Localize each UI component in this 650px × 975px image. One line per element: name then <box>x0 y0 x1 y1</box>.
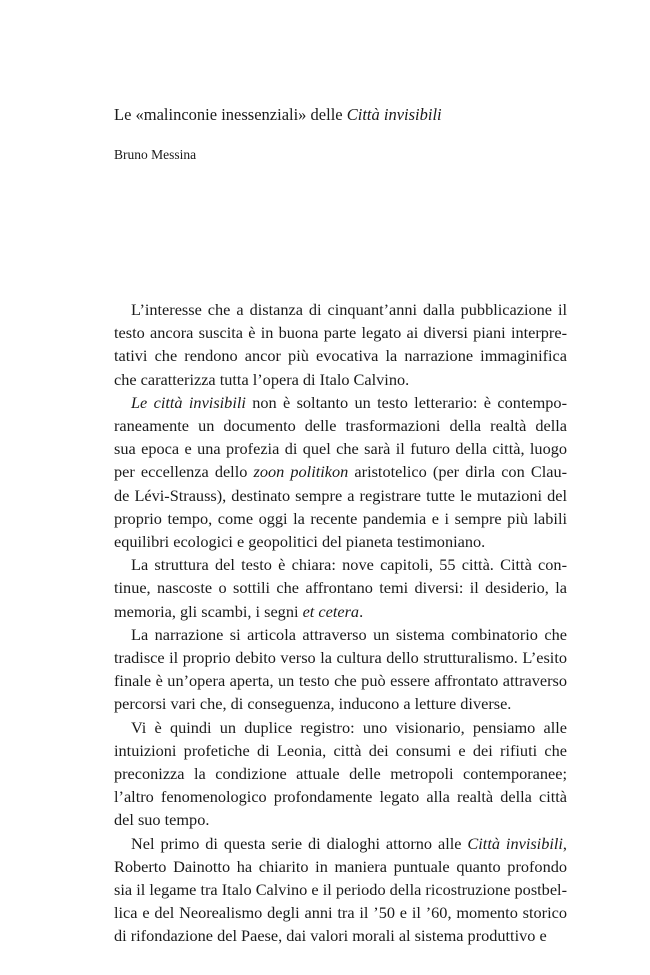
text-line <box>114 298 567 321</box>
text-span: non è soltanto un testo letterario: è contempo- <box>245 392 567 412</box>
text-line <box>114 808 567 831</box>
text-line <box>114 785 567 808</box>
text-span: sia il legame tra Italo Calvino e il periodo della ricostruzione postbel- <box>114 880 567 900</box>
text-span: di rifondazione del Paese, dai valori morali al sistema produttivo e <box>114 926 547 946</box>
text-span: aristotelico (per dirla con Clau- <box>348 462 568 482</box>
text-line <box>114 321 567 344</box>
text-span: raneamente un documento delle trasformazioni della realtà della <box>114 416 567 436</box>
text-span: Roberto Dainotto ha chiarito in maniera puntuale quanto profondo <box>114 856 567 876</box>
text-span: percorsi vari che, di conseguenza, inducono a letture diverse. <box>114 694 512 714</box>
text-line <box>114 484 567 507</box>
text-span: lica e del Neorealismo degli anni tra il ’50 e il ’60, momento storico <box>114 903 567 923</box>
text-line <box>114 507 567 530</box>
text-span: tativi che rendono ancor più evocativa la narrazione immaginifica <box>114 346 567 366</box>
text-line <box>114 855 567 878</box>
text-line <box>114 460 567 483</box>
text-span: La struttura del testo è chiara: nove capitoli, 55 città. Città con- <box>131 555 567 575</box>
text-span: che caratterizza tutta l’opera di Italo Calvino. <box>114 369 410 389</box>
text-span: . <box>359 601 364 621</box>
text-span: finale è un’opera aperta, un testo che può essere affrontato attraverso <box>114 671 567 691</box>
paragraph <box>114 716 567 832</box>
text-span: Vi è quindi un duplice registro: uno visionario, pensiamo alle <box>131 717 567 737</box>
paragraph <box>114 391 567 553</box>
text-span: Nel primo di questa serie di dialoghi attorno alle <box>131 833 468 853</box>
text-line <box>114 832 567 855</box>
text-span: , <box>562 833 567 853</box>
paragraph <box>114 832 567 948</box>
text-line <box>114 669 567 692</box>
text-line <box>114 646 567 669</box>
text-span: tinue, nascoste o sottili che affrontano temi diversi: il desiderio, la <box>114 578 567 598</box>
text-line <box>114 878 567 901</box>
text-line <box>114 414 567 437</box>
text-span: del suo tempo. <box>114 810 210 830</box>
text-span: tradisce il proprio debito verso la cultura dello strutturalismo. L’esito <box>114 648 567 668</box>
paragraph <box>114 623 567 716</box>
text-span: La narrazione si articola attraverso un sistema combinatorio che <box>131 624 567 644</box>
text-line <box>114 391 567 414</box>
text-line <box>114 530 567 553</box>
title-italic-text: Città invisibili <box>346 105 442 124</box>
italic-text: et cetera <box>302 601 360 621</box>
text-line <box>114 924 567 947</box>
article-title <box>114 104 442 126</box>
text-line <box>114 437 567 460</box>
text-line <box>114 692 567 715</box>
paragraph <box>114 298 567 391</box>
text-span: intuizioni profetiche di Leonia, città dei consumi e dei rifiuti che <box>114 740 567 760</box>
text-line <box>114 344 567 367</box>
author-name: Bruno Messina <box>114 147 197 162</box>
italic-text: zoon politikon <box>253 462 349 482</box>
text-span: proprio tempo, come oggi la recente pandemia e i sempre più labili <box>114 508 567 528</box>
title-text: Le «malinconie inessenziali» delle <box>114 105 347 124</box>
italic-text: Città invisibili <box>467 833 563 853</box>
italic-text: Le città invisibili <box>131 392 246 412</box>
text-line <box>114 600 567 623</box>
text-span: l’altro fenomenologico profondamente legato alla realtà della città <box>114 787 567 807</box>
text-line <box>114 739 567 762</box>
text-line <box>114 553 567 576</box>
text-span: testo ancora suscita è in buona parte legato ai diversi piani interpre- <box>114 323 567 343</box>
article-body <box>114 298 567 948</box>
text-line <box>114 901 567 924</box>
text-span: equilibri ecologici e geopolitici del pianeta testimoniano. <box>114 532 486 552</box>
text-span: sua epoca e una profezia di quel che sarà il futuro della città, luogo <box>114 439 567 459</box>
text-line <box>114 716 567 739</box>
text-line <box>114 762 567 785</box>
text-line <box>114 623 567 646</box>
text-line <box>114 368 567 391</box>
text-line <box>114 576 567 599</box>
text-span: de Lévi-Strauss), destinato sempre a registrare tutte le mutazioni del <box>114 485 567 505</box>
text-span: memoria, gli scambi, i segni <box>114 601 303 621</box>
paragraph <box>114 553 567 623</box>
text-span: per eccellenza dello <box>114 462 254 482</box>
text-span: preconizza la condizione attuale delle metropoli contemporanee; <box>114 764 567 784</box>
text-span: L’interesse che a distanza di cinquant’anni dalla pubblicazione il <box>131 300 567 319</box>
